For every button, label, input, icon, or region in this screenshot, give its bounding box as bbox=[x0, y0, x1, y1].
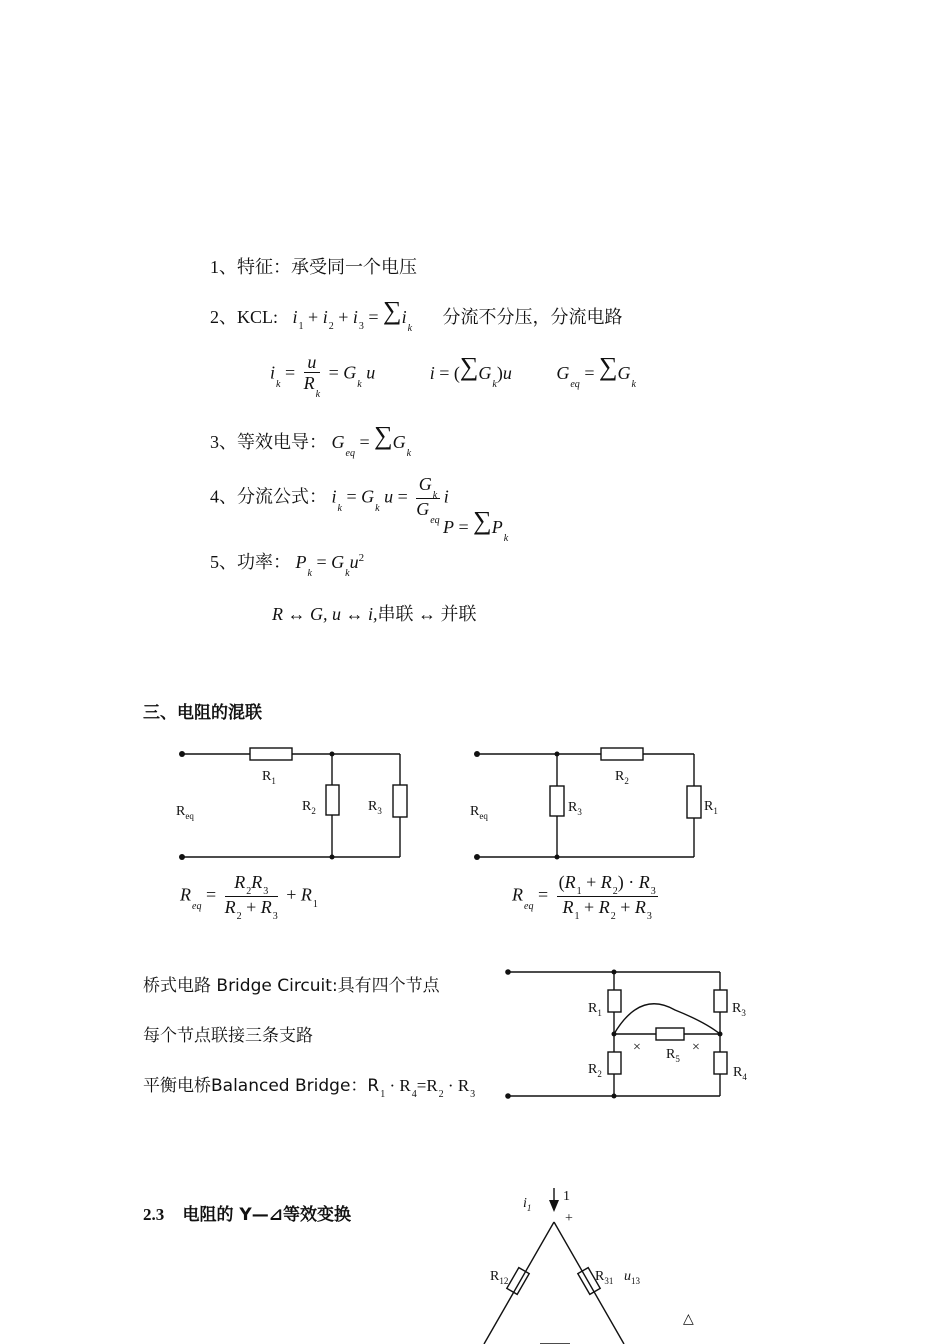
c1-r1-label: $R_1$ bbox=[262, 769, 276, 786]
c1-r2-label: $R_2$ bbox=[302, 799, 316, 816]
bridge-line-2: 每个节点联接三条支路 bbox=[143, 1026, 313, 1046]
circuit-1-formula: $R_{eq}$ = $\frac{R_2R_3}{R_2 + R_3}$ + $R_1$ bbox=[180, 872, 318, 922]
y-delta-current: $i_1$ bbox=[523, 1196, 532, 1213]
duality-line bbox=[272, 600, 477, 626]
item-4: 4、分流公式： $i_k = G_k$ u = $\frac{G_k}{G_{eq}}$ i bbox=[210, 474, 449, 526]
c2-r3-label: $R_3$ bbox=[568, 800, 582, 817]
item-5: 5、功率： $P_k = G_ku^2$ bbox=[210, 552, 365, 579]
item-1 bbox=[210, 253, 417, 279]
u-over-rk: $\frac{u}{R_k}$ bbox=[303, 352, 321, 400]
y-delta-diagram bbox=[470, 1180, 730, 1344]
item-1-text: 特征：承受同一个电压 bbox=[237, 257, 417, 278]
y-delta-r31-label: $R_{31}$ bbox=[595, 1269, 614, 1286]
item-2-num: 2、 bbox=[210, 307, 237, 327]
item-3-text: 等效电导： bbox=[237, 432, 327, 453]
y-delta-node-1: 1 bbox=[563, 1189, 570, 1204]
item-3: 3、等效电导： $G_{eq} = \sum G_k$ bbox=[210, 421, 412, 459]
bridge-r3-label: $R_3$ bbox=[732, 1001, 746, 1018]
item-3-num: 3、 bbox=[210, 432, 237, 452]
section-3-title: 三、电阻的混联 bbox=[143, 703, 262, 723]
delta-symbol: △ bbox=[683, 1312, 694, 1327]
item-2-label: KCL: bbox=[237, 307, 279, 327]
bridge-r5-label: $R_5$ bbox=[666, 1047, 680, 1064]
circuit-1-diagram bbox=[170, 740, 420, 870]
bridge-line-3-prefix: 平衡电桥Balanced Bridge：R bbox=[143, 1076, 380, 1096]
y-delta-plus: + bbox=[565, 1211, 573, 1226]
bridge-r4-label: $R_4$ bbox=[733, 1065, 747, 1082]
item-5-num: 5、 bbox=[210, 552, 237, 572]
bridge-diagram bbox=[500, 960, 760, 1110]
duality-series: 串联 bbox=[377, 604, 414, 625]
section-2-3-heading bbox=[143, 1200, 351, 1225]
y-delta-r12-label: $R_{12}$ bbox=[490, 1269, 509, 1286]
duality-text: R ↔ G, u ↔ i, bbox=[272, 604, 378, 624]
c1-req-label: $R_{eq}$ bbox=[176, 804, 194, 821]
bridge-r1-label: $R_1$ bbox=[588, 1001, 602, 1018]
current-relations: $i_k$ = $\frac{u}{R_k}$ = $G_k$ u $i = (\sum G_k)u$ $G_{eq} = \sum G_k$ bbox=[270, 351, 636, 400]
item-2-note: 分流不分压，分流电路 bbox=[442, 307, 623, 328]
bridge-r2-label: $R_2$ bbox=[588, 1062, 602, 1079]
item-4-num: 4、 bbox=[210, 486, 237, 507]
circuit-2-diagram bbox=[465, 740, 718, 870]
duality-parallel: 并联 bbox=[440, 604, 477, 625]
bridge-line-1: 桥式电路 Bridge Circuit:具有四个节点 bbox=[143, 976, 440, 996]
c2-r2-label: $R_2$ bbox=[615, 769, 629, 786]
item-1-num: 1、 bbox=[210, 257, 237, 277]
section-2-3-num: 2.3 bbox=[143, 1205, 165, 1224]
item-5-text: 功率： bbox=[237, 552, 291, 573]
item-4-text: 分流公式： bbox=[237, 486, 327, 508]
circuit-2-formula: $R_{eq}$ = $\frac{(R_1 + R_2) \cdot R_3}{R_1 + R_2 + R_3}$ bbox=[512, 872, 656, 922]
c1-r3-label: $R_3$ bbox=[368, 799, 382, 816]
bridge-cross-mark-right: × bbox=[692, 1040, 700, 1055]
c2-req-label: $R_{eq}$ bbox=[470, 804, 488, 821]
gk-over-geq: $\frac{G_k}{G_{eq}}$ bbox=[416, 474, 440, 526]
y-delta-u13-label: $u_{13}$ bbox=[624, 1269, 640, 1286]
item-2 bbox=[210, 296, 623, 334]
section-2-3-title: 电阻的 Y—⊿等效变换 bbox=[182, 1205, 351, 1225]
c2-r1-label: $R_1$ bbox=[704, 799, 718, 816]
bridge-line-3: 平衡电桥Balanced Bridge：$R_1 \cdot R_4=R_2 \cdot R_3$ bbox=[143, 1076, 476, 1100]
bridge-cross-mark-left: × bbox=[633, 1040, 641, 1055]
power-sum: $P = \sum P_k$ bbox=[443, 506, 509, 544]
kcl-equation: $i_1 + i_2 + i_3 = \sum i_k$ bbox=[292, 296, 413, 334]
duality-arrow: ↔ bbox=[418, 604, 436, 624]
